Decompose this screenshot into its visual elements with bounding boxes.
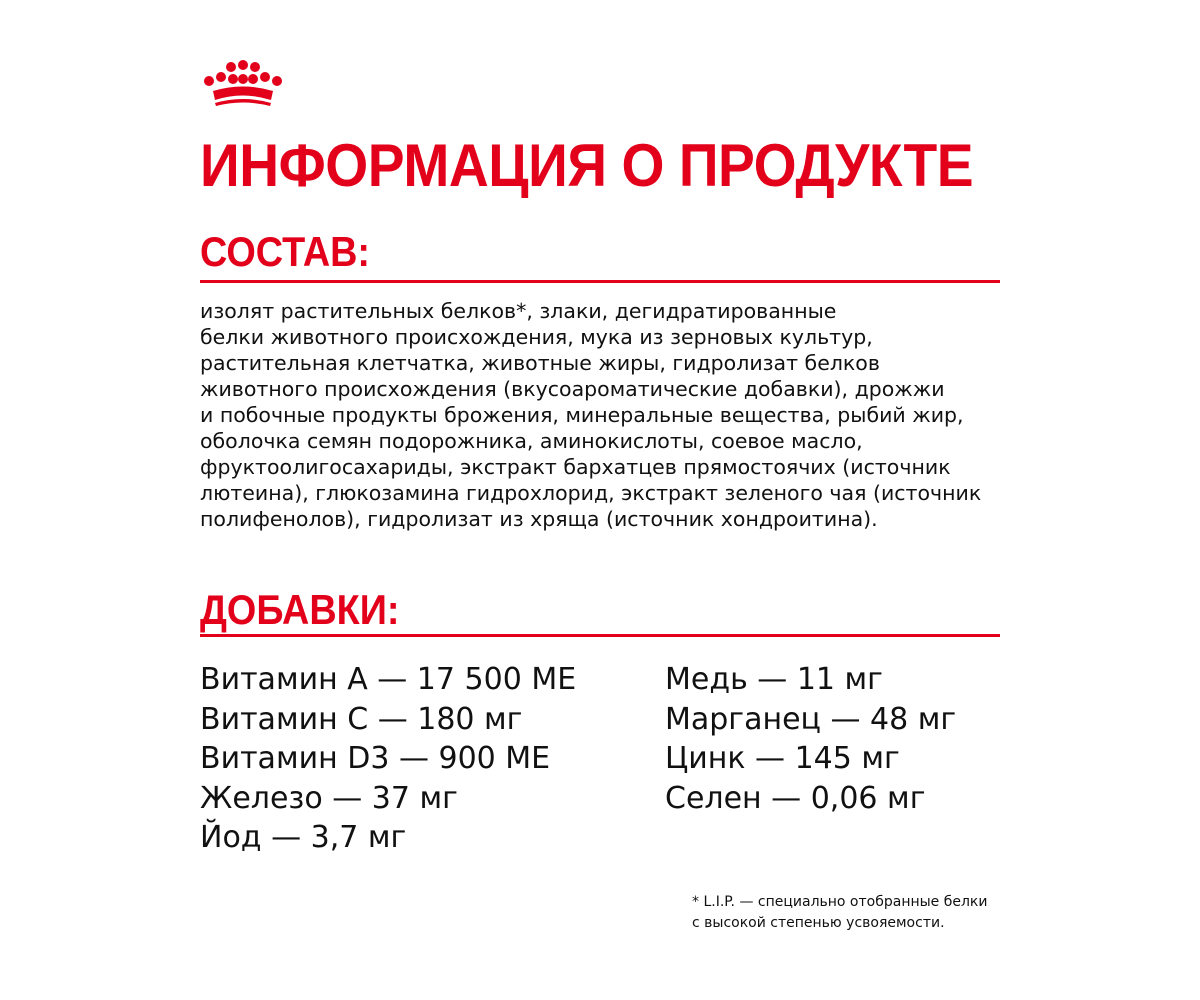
composition-divider	[200, 280, 1000, 283]
additive-item-iodine: Йод — 3,7 мг	[200, 820, 407, 855]
additive-item-iron: Железо — 37 мг	[200, 780, 458, 816]
composition-text: изолят растительных белков*, злаки, дегидратированные белки животного происхождения, мука из зерновых культур, растительная клетчатка, животные жиры, гидролизат белков животного происхождения (вкусоароматические добавки), дрожжи и побочные продукты брожения, минеральные вещества, рыбий жир, оболочка семян подорожника, аминокислоты, соевое масло, фруктоолигосахариды, экстракт бархатцев прямостоячих (источник лютеина), глюкозамина гидрохлорид, экстракт зеленого чая (источник полифенолов), гидролизат из хряща (источник хондроитина).	[200, 299, 982, 531]
additive-item-manganese: Марганец — 48 мг	[665, 701, 957, 737]
additive-item-vitamin-d3: Витамин D3 — 900 МЕ	[200, 741, 551, 776]
additives-list-right	[665, 660, 956, 818]
footnote: * L.I.P. — специально отобранные белки с высокой степенью усвояемости.	[692, 894, 988, 931]
crown-icon	[202, 60, 284, 108]
composition-heading: СОСТАВ:	[200, 228, 371, 275]
additive-item-selenium: Селен — 0,06 мг	[665, 780, 926, 816]
additives-list-left	[200, 660, 576, 858]
additive-item-zinc: Цинк — 145 мг	[665, 741, 900, 776]
page-title: ИНФОРМАЦИЯ О ПРОДУКТЕ	[200, 132, 974, 199]
additive-item-copper: Медь — 11 мг	[665, 662, 883, 697]
additives-divider	[200, 634, 1000, 637]
additives-heading: ДОБАВКИ:	[200, 586, 400, 633]
additive-item-vitamin-a: Витамин А — 17 500 МЕ	[200, 662, 577, 697]
additive-item-vitamin-c: Витамин С — 180 мг	[200, 701, 523, 737]
